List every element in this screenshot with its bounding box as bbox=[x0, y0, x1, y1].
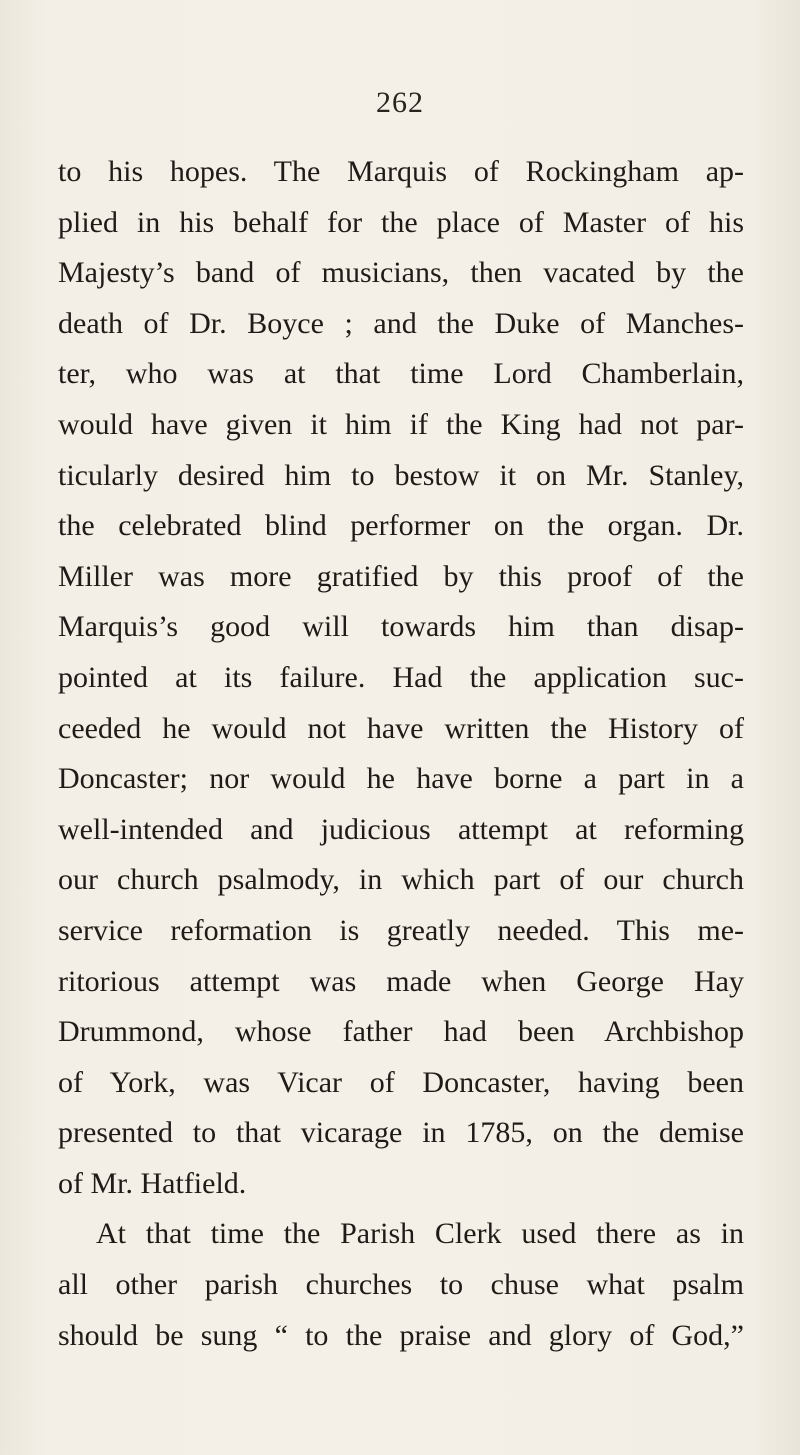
text-line: ticularly desired him to bestow it on Mr. Stanley, bbox=[58, 458, 744, 492]
text-line: presented to that vicarage in 1785, on the demise bbox=[58, 1116, 744, 1150]
text-line: would have given it him if the King had not par- bbox=[58, 407, 744, 441]
text-line: Miller was more gratified by this proof of the bbox=[58, 559, 744, 593]
text-line: should be sung “ to the praise and glory of God,” bbox=[58, 1318, 744, 1352]
page-number: 262 bbox=[376, 86, 424, 119]
text-line: of Mr. Hatfield. bbox=[58, 1166, 247, 1200]
text-line: plied in his behalf for the place of Master of his bbox=[58, 205, 744, 239]
paragraph-start-line: At that time the Parish Clerk used there as in bbox=[96, 1217, 744, 1251]
text-line: Marquis’s good will towards him than disap- bbox=[58, 610, 744, 644]
text-line: ceeded he would not have written the History of bbox=[58, 711, 744, 745]
text-line: ritorious attempt was made when George Hay bbox=[58, 964, 744, 998]
text-line: service reformation is greatly needed. This me- bbox=[58, 913, 744, 947]
text-line: death of Dr. Boyce ; and the Duke of Manches- bbox=[58, 306, 744, 340]
text-line: the celebrated blind performer on the organ. Dr. bbox=[58, 509, 744, 543]
text-line: all other parish churches to chuse what psalm bbox=[58, 1268, 744, 1302]
body-text bbox=[58, 147, 744, 1361]
text-line: Doncaster; nor would he have borne a part in a bbox=[58, 762, 744, 796]
text-line: Drummond, whose father had been Archbishop bbox=[58, 1015, 744, 1049]
text-line: our church psalmody, in which part of our church bbox=[58, 863, 744, 897]
text-line: Majesty’s band of musicians, then vacated by the bbox=[58, 256, 744, 290]
text-line: to his hopes. The Marquis of Rockingham ap- bbox=[58, 155, 744, 188]
text-line: pointed at its failure. Had the application suc- bbox=[58, 660, 744, 694]
text-line: ter, who was at that time Lord Chamberlain, bbox=[58, 357, 744, 391]
text-line: of York, was Vicar of Doncaster, having been bbox=[58, 1065, 744, 1099]
text-line: well-intended and judicious attempt at reforming bbox=[58, 812, 744, 846]
